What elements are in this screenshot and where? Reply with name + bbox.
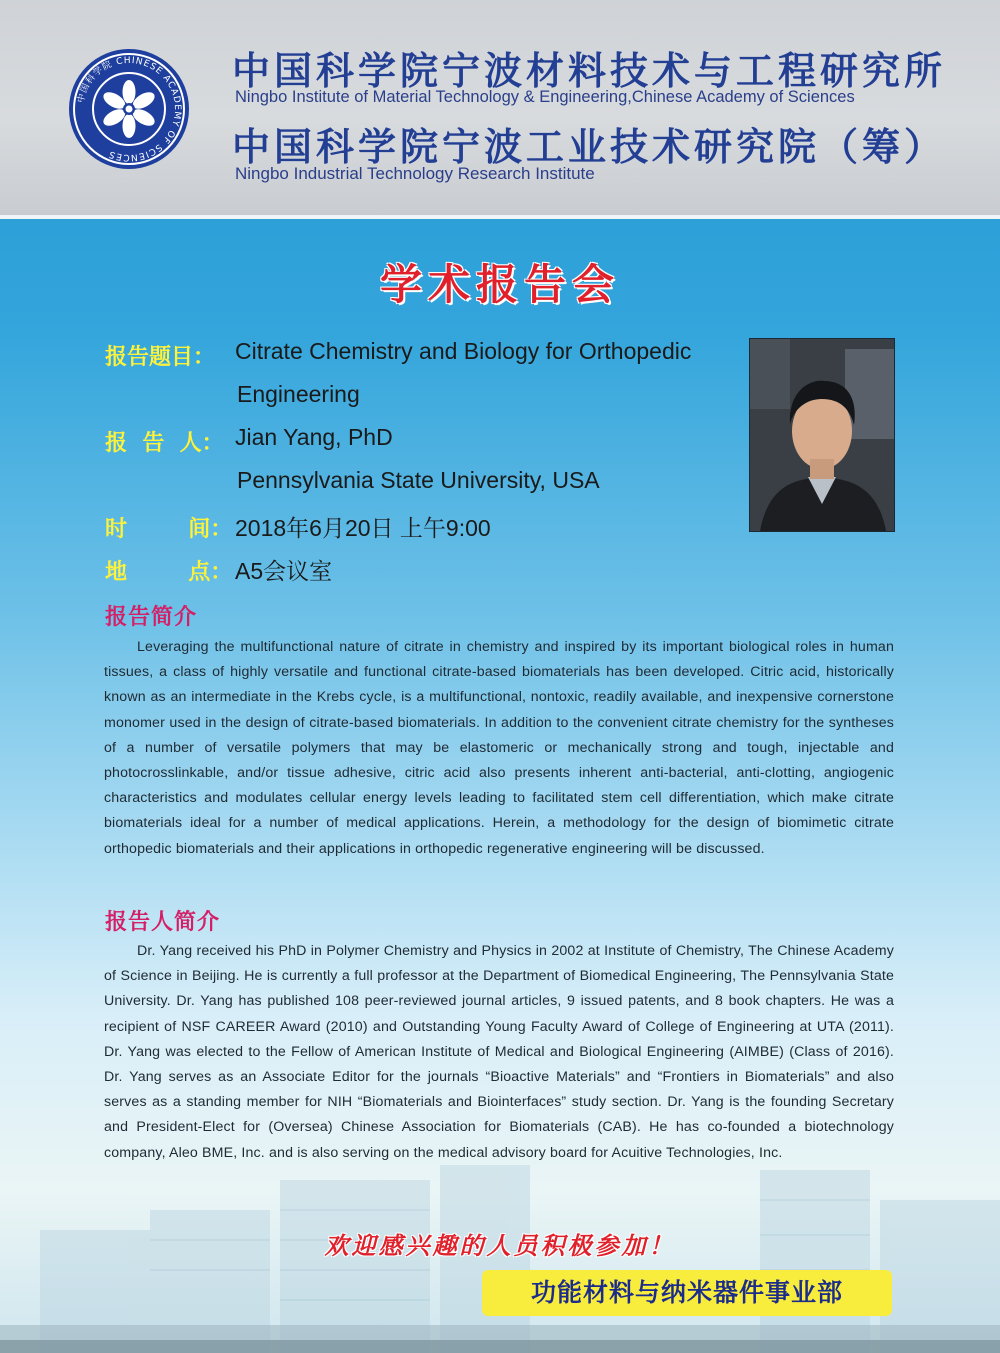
industrial-institute-en: Ningbo Industrial Technology Research Institute <box>235 164 595 183</box>
institute-name-en: Ningbo Institute of Material Technology & Engineering,Chinese Academy of Sciences <box>235 88 855 106</box>
abstract-text: Leveraging the multifunctional nature of citrate in chemistry and inspired by its important biological roles in human tissues, a class of highly versatile and functional citrate-based biomaterials has been developed. Citric acid, historically known as an intermediate in the Krebs cycle, is a multifunctional, nontoxic, readily available, and inexpensive cornerstone monomer used in the design of citrate-based biomaterials. In addition to the convenient citrate chemistry for the syntheses of a number of versatile polymers that may be elastomeric or mechanically strong and tough, injectable and photocrosslinkable, and/or tissue adhesive, citric acid also presents inherent anti-bacterial, anti-clotting, angiogenic characteristics and modulates cellular energy levels leading to facilitated stem cell differentiation, which make citrate biomaterials ideal for a number of medical applications. Herein, a methodology for the design of biomimetic citrate orthopedic biomaterials and their applications in orthopedic regenerative engineering will be discussed. <box>104 639 894 857</box>
topic-line-2: Engineering <box>237 381 360 407</box>
bio-text: Dr. Yang received his PhD in Polymer Chemistry and Physics in 2002 at Institute of Chemistry, The Chinese Academy of Science in Beijing. He is currently a full professor at the Department of Biomedical Engineering, The Pennsylvania State University. Dr. Yang has published 108 peer-reviewed journal articles, 9 issued patents, and 8 book chapters. He was a recipient of NSF CAREER Award (2010) and Outstanding Young Faculty Award of College of Engineering at UTA (2011). Dr. Yang was elected to the Fellow of American Institute of Medical and Biological Engineering (AIMBE) (Class of 2016). Dr. Yang serves as an Associate Editor for the journals “Bioactive Materials” and “Frontiers in Biomaterials” and also serves as a standing member for NIH “Biomaterials and Biointerfaces” study section. Dr. Yang is the founding Secretary and President-Elect for (Oversea) Chinese Association for Biomaterials (CAB). He has co-founded a biotechnology company, Aleo BME, Inc. and is also serving on the medical advisory board for Acuitive Technologies, Inc. <box>104 943 894 1161</box>
speaker-name: Jian Yang, PhD <box>235 424 393 450</box>
place-label: 地 点： <box>105 560 233 585</box>
institute-name-cn: 中国科学院宁波材料技术与工程研究所 <box>232 48 947 93</box>
topic-line-1: Citrate Chemistry and Biology for Orthopedic <box>235 338 692 364</box>
topic-label: 报告题目： <box>105 345 216 370</box>
welcome-message: 欢迎感兴趣的人员积极参加！ <box>324 1231 676 1260</box>
logo-text: 中国科学院 CHINESE ACADEMY OF SCIENCES <box>76 55 183 163</box>
speaker-label: 报 告 人： <box>105 431 224 456</box>
abstract-heading: 报告简介 <box>105 604 198 630</box>
place-value: A5会议室 <box>235 558 333 584</box>
department-badge: 功能材料与纳米器件事业部 <box>482 1270 892 1316</box>
speaker-affiliation: Pennsylvania State University, USA <box>237 467 600 493</box>
industrial-institute-cn: 中国科学院宁波工业技术研究院（筹） <box>232 124 947 169</box>
cas-logo <box>68 48 190 170</box>
page-title: 学术报告会 <box>379 260 620 309</box>
bio-heading: 报告人简介 <box>105 909 221 935</box>
time-value: 2018年6月20日 上午9:00 <box>235 515 491 541</box>
speaker-photo <box>749 338 895 532</box>
time-label: 时 间： <box>105 517 233 542</box>
header-banner <box>0 0 1000 219</box>
